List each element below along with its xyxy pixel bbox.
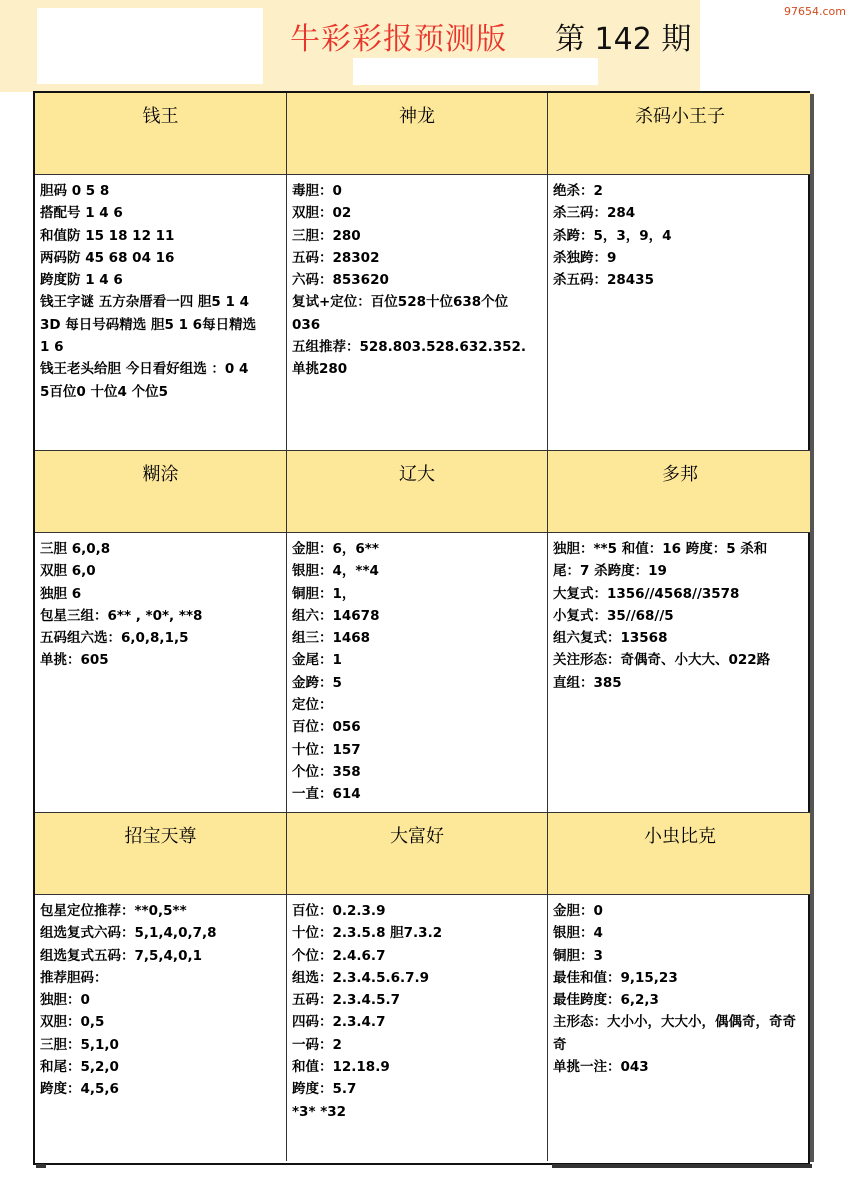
section-body-dafuhao: [287, 895, 548, 1161]
prediction-line: 双胆：02: [292, 205, 352, 222]
prediction-line: 杀跨：5，3，9，4: [553, 227, 672, 244]
prediction-line: 组选：2.3.4.5.6.7.9: [292, 969, 430, 986]
site-watermark: 97654.com: [784, 5, 846, 18]
prediction-line: 单挑：605: [40, 652, 109, 669]
prediction-line: 两码防 45 68 04 16: [40, 249, 175, 266]
prediction-line: 单挑一注：043: [553, 1059, 649, 1076]
prediction-line: 组六：14678: [292, 607, 380, 624]
prediction-grid: [33, 91, 810, 1165]
prediction-line: 三胆：280: [292, 227, 361, 244]
section-body-shenlong: [287, 175, 548, 451]
prediction-line: 主形态：大小小，大大小，偶偶奇，奇奇: [553, 1014, 796, 1031]
section-header-xiaochongbike: 小虫比克: [548, 813, 812, 895]
prediction-line: 钱王老头给胆 今日看好组选 ：0 4: [40, 361, 249, 378]
section-body-xiaochongbike: [548, 895, 812, 1161]
prediction-line: 个位：358: [292, 763, 361, 780]
prediction-line: 独胆：0: [40, 992, 90, 1009]
prediction-line: 个位：2.4.6.7: [292, 947, 386, 964]
prediction-line: 关注形态：奇偶奇、小大大、022路: [553, 652, 771, 669]
section-header-shamaxiaowangzi: 杀码小王子: [548, 93, 812, 175]
prediction-line: 和尾：5,2,0: [40, 1059, 119, 1076]
prediction-line: 胆码 0 5 8: [40, 183, 110, 199]
prediction-line: 金尾：1: [292, 652, 342, 669]
prediction-line: 双胆：0,5: [40, 1014, 105, 1031]
prediction-line: 钱王字谜 五方杂厝看一四 胆5 1 4: [40, 294, 249, 311]
prediction-line: 单挑280: [292, 361, 348, 378]
prediction-line: 最佳跨度：6,2,3: [553, 992, 659, 1009]
header-blank-area: [37, 8, 263, 84]
prediction-line: 杀三码：284: [553, 205, 636, 222]
section-body-hutu: [35, 533, 287, 813]
prediction-line: 银胆：4: [553, 925, 603, 942]
prediction-line: 绝杀：2: [553, 183, 603, 199]
grid-shadow-right: [810, 94, 814, 1162]
prediction-line: 双胆 6,0: [40, 563, 96, 580]
prediction-line: *3* *32: [292, 1103, 347, 1120]
prediction-line: 独胆：**5 和值：16 跨度：5 杀和: [553, 541, 768, 557]
prediction-line: 定位：: [292, 697, 333, 714]
prediction-line: 杀五码：28435: [553, 272, 654, 289]
section-body-liaoda: [287, 533, 548, 813]
section-header-hutu: 糊涂: [35, 451, 287, 533]
page-title: 牛彩彩报预测版: [290, 22, 507, 57]
prediction-line: 跨度防 1 4 6: [40, 272, 123, 289]
issue-number: 第 142 期: [555, 22, 692, 57]
prediction-line: 1 6: [40, 339, 64, 356]
prediction-line: 五组推荐：528.803.528.632.352.: [292, 339, 527, 356]
prediction-line: 和值：12.18.9: [292, 1059, 390, 1076]
prediction-line: 三胆：5,1,0: [40, 1036, 119, 1053]
prediction-line: 五码：2.3.4.5.7: [292, 992, 400, 1009]
section-body-zhaobaotianzun: [35, 895, 287, 1161]
prediction-line: 金胆：0: [553, 903, 603, 919]
section-header-liaoda: 辽大: [287, 451, 548, 533]
prediction-line: 杀独跨：9: [553, 249, 617, 266]
prediction-line: 铜胆：1，: [292, 585, 356, 602]
prediction-line: 直组：385: [553, 674, 622, 691]
prediction-line: 五码组六选：6,0,8,1,5: [40, 630, 189, 647]
prediction-line: 组选复式六码：5,1,4,0,7,8: [40, 925, 217, 942]
grid-shadow-bottom-right: [552, 1164, 812, 1168]
prediction-line: 银胆：4，**4: [292, 563, 379, 580]
prediction-line: 包星定位推荐：**0,5**: [40, 903, 187, 919]
prediction-line: 搭配号 1 4 6: [40, 205, 123, 222]
header-blank-strip: [353, 58, 598, 85]
prediction-line: 金跨：5: [292, 674, 342, 691]
prediction-line: 百位：056: [292, 719, 361, 736]
section-body-duobang: [548, 533, 812, 813]
prediction-line: 独胆 6: [40, 585, 82, 602]
grid-shadow-bottom-left: [36, 1164, 46, 1168]
prediction-line: 包星三组：6** , *0*, **8: [40, 607, 203, 624]
prediction-line: 百位：0.2.3.9: [292, 903, 386, 919]
section-header-shenlong: 神龙: [287, 93, 548, 175]
prediction-line: 六码：853620: [292, 272, 389, 289]
prediction-line: 跨度：5.7: [292, 1081, 357, 1098]
prediction-line: 毒胆：0: [292, 183, 342, 199]
prediction-line: 组六复式：13568: [553, 630, 668, 647]
section-body-qianwang: [35, 175, 287, 451]
prediction-line: 跨度：4,5,6: [40, 1081, 119, 1098]
prediction-line: 组三：1468: [292, 630, 371, 647]
prediction-line: 小复式：35//68//5: [553, 607, 674, 624]
prediction-line: 复试+定位：百位528十位638个位: [292, 294, 509, 311]
prediction-line: 和值防 15 18 12 11: [40, 227, 175, 244]
prediction-line: 036: [292, 316, 321, 333]
prediction-line: 奇: [553, 1036, 567, 1053]
section-header-zhaobaotianzun: 招宝天尊: [35, 813, 287, 895]
prediction-line: 3D 每日号码精选 胆5 1 6每日精选: [40, 316, 257, 333]
prediction-line: 十位：157: [292, 741, 361, 758]
prediction-line: 大复式：1356//4568//3578: [553, 585, 740, 602]
prediction-line: 尾：7 杀跨度：19: [553, 563, 667, 580]
section-header-qianwang: 钱王: [35, 93, 287, 175]
prediction-line: 最佳和值：9,15,23: [553, 969, 678, 986]
prediction-line: 十位：2.3.5.8 胆7.3.2: [292, 925, 443, 942]
prediction-line: 五码：28302: [292, 249, 380, 266]
section-header-dafuhao: 大富好: [287, 813, 548, 895]
section-header-duobang: 多邦: [548, 451, 812, 533]
prediction-line: 四码：2.3.4.7: [292, 1014, 386, 1031]
prediction-line: 推荐胆码：: [40, 969, 108, 986]
prediction-line: 组选复式五码：7,5,4,0,1: [40, 947, 202, 964]
prediction-line: 5百位0 十位4 个位5: [40, 383, 168, 400]
prediction-line: 一直：614: [292, 786, 361, 803]
prediction-line: 一码：2: [292, 1036, 342, 1053]
section-body-shamaxiaowangzi: [548, 175, 812, 451]
prediction-line: 金胆：6，6**: [292, 541, 379, 557]
prediction-line: 三胆 6,0,8: [40, 541, 111, 557]
prediction-line: 铜胆：3: [553, 947, 603, 964]
